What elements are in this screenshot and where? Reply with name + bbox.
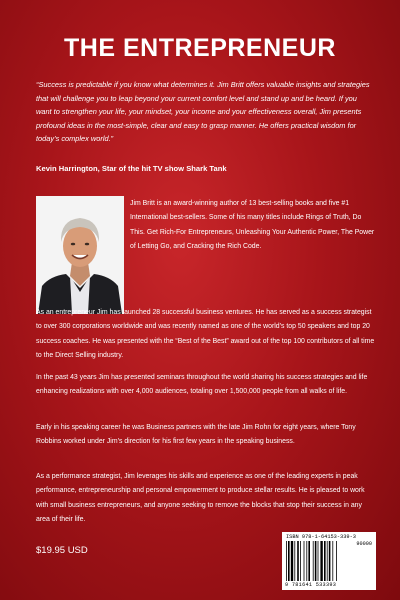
barcode-addon-number: 90000 bbox=[356, 541, 372, 547]
author-bio-career: Early in his speaking career he was Business partners with the late Jim Rohn for eight years, where Tony Robbins worked under Jim’s direction for his first few years in the speaking business. bbox=[36, 424, 356, 446]
isbn-number: ISBN 978-1-64153-339-3 bbox=[286, 534, 356, 540]
author-bio-ventures: As an entrepreneur Jim has launched 28 successful business ventures. He has served as a success strategist to over 300 corporations worldwide and was recently named as one of the world’s top 50 speakers and top 20 success coaches. He was presented with the “Best of the Best” award out of the top 100 contributors of all time to the Direct Selling industry. bbox=[36, 309, 375, 360]
isbn-barcode bbox=[282, 532, 376, 590]
author-bio-seminars: In the past 43 years Jim has presented seminars throughout the world sharing his success strategies and life enhancing realizations with over 4,000 audiences, totaling over 1,500,000 people from all walks of life. bbox=[36, 374, 368, 396]
author-photo bbox=[36, 196, 124, 314]
barcode-digits: 9 781641 533393 bbox=[285, 582, 337, 588]
author-bio-strategist: As a performance strategist, Jim leverages his skills and experience as one of the leading experts in peak performance, entrepreneurship and personal empowerment to produce stellar results. He is pleased to work with small business entrepreneurs, and anyone seeking to remove the blocks that stop their success in any area of their life. bbox=[36, 473, 365, 524]
author-bio-intro: Jim Britt is an award-winning author of 13 best-selling books and five #1 International best-sellers. Some of his many titles include Rings of Truth, Do This. Get Rich-For Entrepreneurs, Unleashing Your Authentic Power, The Power of Letting Go, and Cracking the Rich Code. bbox=[130, 200, 375, 251]
barcode-bars bbox=[285, 541, 347, 581]
endorsement-quote: “Success is predictable if you know what determines it. Jim Britt offers valuable insights and strategies that will challenge you to leap beyond your current comfort level and stand up and be heard. If you want to strengthen your life, your mindset, your income and your effectiveness overall, Jim presents profound ideas in the most-simple, clear and easy to grasp manner. He offers practical wisdom for today’s complex world.” bbox=[36, 80, 370, 144]
book-title: THE ENTREPRENEUR bbox=[64, 34, 336, 62]
quote-attribution: Kevin Harrington, Star of the hit TV show Shark Tank bbox=[36, 164, 227, 173]
book-price: $19.95 USD bbox=[36, 545, 88, 556]
